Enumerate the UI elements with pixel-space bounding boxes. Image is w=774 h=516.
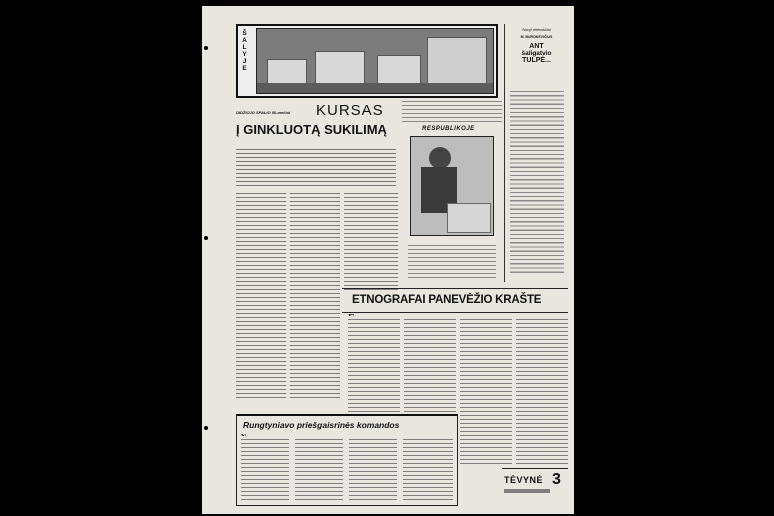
etnografai-column-2 <box>404 316 456 412</box>
etnografai-top-rule <box>342 288 568 289</box>
rungtyniavo-article <box>236 414 458 506</box>
kursas-column-2 <box>290 190 340 400</box>
etnografai-column-4 <box>516 316 568 466</box>
kursas-column-3 <box>344 190 398 290</box>
respublikoje-top-text <box>402 98 502 124</box>
respublikoje-label: RESPUBLIKOJE <box>422 126 475 132</box>
etnografai-column-1 <box>348 316 400 412</box>
poem-text-block <box>510 88 564 274</box>
poem-sidebar <box>504 24 568 282</box>
respublikoje-block <box>402 98 502 282</box>
rungtyniavo-title: Rungtyniavo priešgaisrinės komandos <box>243 420 400 430</box>
newspaper-page <box>202 6 574 514</box>
footer-issue-line <box>504 489 550 493</box>
punch-hole-icon <box>204 46 208 50</box>
sidebar-header: Naujì eilėraščiai <box>522 27 551 32</box>
rungtyniavo-column-1 <box>241 436 289 502</box>
date-line: DIDŽIOJO SPALIO 50-mečiui <box>236 110 291 115</box>
top-banner-photo <box>256 28 494 94</box>
footer-page-number: 3 <box>552 471 561 488</box>
etnografai-bottom-rule <box>342 312 568 313</box>
rungtyniavo-column-3 <box>349 436 397 502</box>
sidebar-author: M. BUROKEVIČIUS <box>520 35 553 39</box>
kursas-headline <box>236 102 398 142</box>
etnografai-title: ETNOGRAFAI PANEVĖŽIO KRAŠTE <box>352 294 542 306</box>
kursas-title-2: Į GINKLUOTĄ SUKILIMĄ <box>236 122 387 137</box>
respublikoje-photo <box>410 136 494 236</box>
rungtyniavo-column-2 <box>295 436 343 502</box>
banner-vertical-label: ŠALYJE <box>241 30 248 72</box>
kursas-title-1: KURSAS <box>316 102 384 119</box>
kursas-intro-text <box>236 146 396 186</box>
respublikoje-caption <box>408 242 496 278</box>
sidebar-title-1: ANT <box>529 43 544 50</box>
rungtyniavo-column-4 <box>403 436 453 502</box>
footer-masthead-title: TĖVYNĖ <box>504 475 544 485</box>
sidebar-title-3: TULPĖ... <box>522 57 551 64</box>
punch-hole-icon <box>204 426 208 430</box>
kursas-column-1 <box>236 190 286 400</box>
etnografai-column-3 <box>460 316 512 466</box>
footer-masthead <box>502 468 568 502</box>
sidebar-title-2: šaligatvio <box>521 50 552 57</box>
top-banner <box>236 24 498 98</box>
punch-hole-icon <box>204 236 208 240</box>
